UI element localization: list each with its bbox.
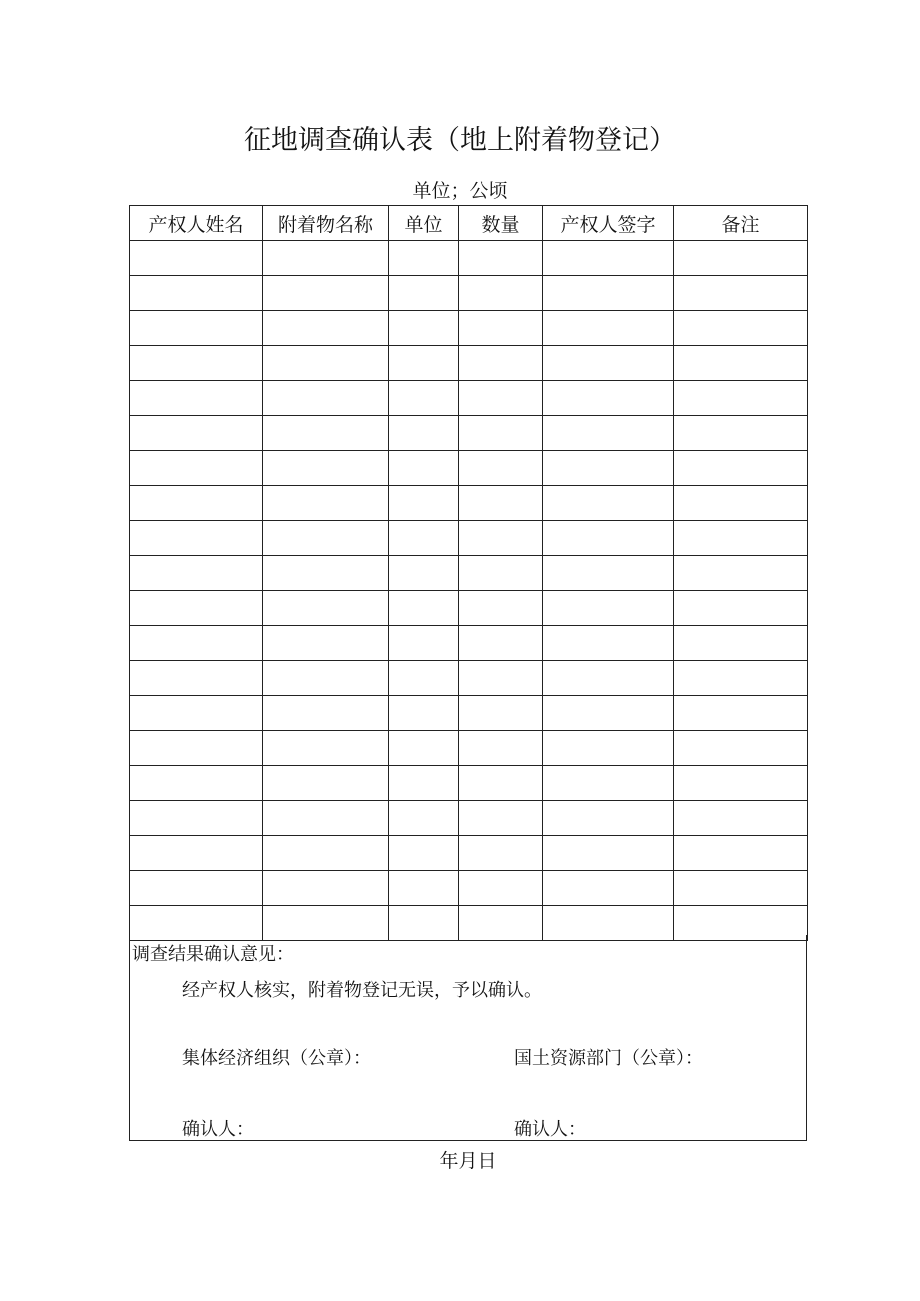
dept-confirmer-label: 确认人： [514, 1119, 586, 1140]
table-cell [130, 416, 263, 451]
table-row [130, 276, 808, 311]
table-row [130, 521, 808, 556]
table-cell [130, 801, 263, 836]
header-quantity: 数量 [459, 206, 543, 241]
table-cell [459, 276, 543, 311]
table-cell [543, 591, 674, 626]
table-cell [389, 346, 459, 381]
table-cell [543, 836, 674, 871]
table-cell [389, 556, 459, 591]
table-cell [543, 276, 674, 311]
table-cell [389, 871, 459, 906]
land-resources-dept-seal-label: 国土资源部门（公章）： [514, 1048, 703, 1069]
table-row [130, 766, 808, 801]
table-cell [389, 696, 459, 731]
table-cell [389, 731, 459, 766]
table-cell [389, 591, 459, 626]
table-cell [263, 276, 389, 311]
table-cell [263, 521, 389, 556]
table-row [130, 626, 808, 661]
table-cell [543, 871, 674, 906]
table-row [130, 661, 808, 696]
table-cell [459, 766, 543, 801]
table-cell [389, 381, 459, 416]
table-cell [543, 486, 674, 521]
table-cell [674, 556, 808, 591]
table-cell [130, 486, 263, 521]
table-cell [263, 346, 389, 381]
table-cell [263, 381, 389, 416]
table-cell [674, 241, 808, 276]
table-cell [389, 836, 459, 871]
table-cell [389, 801, 459, 836]
table-cell [674, 696, 808, 731]
table-row [130, 416, 808, 451]
table-cell [543, 416, 674, 451]
table-cell [459, 661, 543, 696]
table-cell [674, 661, 808, 696]
table-cell [674, 381, 808, 416]
table-cell [130, 871, 263, 906]
table-cell [263, 871, 389, 906]
table-row [130, 871, 808, 906]
table-cell [130, 381, 263, 416]
header-attachment-name: 附着物名称 [263, 206, 389, 241]
table-cell [674, 521, 808, 556]
table-cell [459, 696, 543, 731]
table-body [130, 241, 808, 941]
table-row [130, 241, 808, 276]
table-cell [459, 346, 543, 381]
table-row [130, 346, 808, 381]
table-cell [130, 836, 263, 871]
table-cell [543, 451, 674, 486]
collective-confirmer-label: 确认人： [182, 1119, 254, 1140]
page-title: 征地调查确认表（地上附着物登记） [244, 125, 676, 156]
table-cell [674, 346, 808, 381]
table-cell [389, 661, 459, 696]
table-row [130, 591, 808, 626]
table-cell [459, 731, 543, 766]
table-cell [674, 416, 808, 451]
table-row [130, 731, 808, 766]
table-cell [389, 241, 459, 276]
table-cell [263, 591, 389, 626]
table-cell [459, 801, 543, 836]
table-cell [263, 661, 389, 696]
table-row [130, 486, 808, 521]
table-cell [130, 521, 263, 556]
table-cell [543, 381, 674, 416]
table-cell [130, 451, 263, 486]
table-cell [459, 241, 543, 276]
table-cell [263, 451, 389, 486]
table-cell [459, 836, 543, 871]
table-cell [674, 451, 808, 486]
table-cell [389, 766, 459, 801]
collective-org-seal-label: 集体经济组织（公章）： [182, 1048, 371, 1069]
table-cell [459, 486, 543, 521]
table-cell [543, 626, 674, 661]
table-cell [389, 486, 459, 521]
table-cell [263, 311, 389, 346]
table-cell [263, 801, 389, 836]
table-row [130, 801, 808, 836]
table-cell [459, 451, 543, 486]
table-cell [459, 521, 543, 556]
table-cell [543, 696, 674, 731]
table-cell [263, 836, 389, 871]
table-cell [674, 276, 808, 311]
table-cell [130, 556, 263, 591]
table-cell [459, 311, 543, 346]
table-cell [543, 801, 674, 836]
table-cell [543, 346, 674, 381]
confirmation-statement: 经产权人核实，附着物登记无误，予以确认。 [182, 980, 542, 1001]
table-cell [459, 416, 543, 451]
attachment-registration-table [129, 205, 808, 941]
table-cell [674, 801, 808, 836]
table-cell [263, 556, 389, 591]
table-cell [543, 766, 674, 801]
header-unit: 单位 [389, 206, 459, 241]
table-cell [389, 416, 459, 451]
table-row [130, 451, 808, 486]
unit-note: 单位；公顷 [412, 180, 508, 202]
table-row [130, 696, 808, 731]
table-cell [674, 731, 808, 766]
table-cell [263, 241, 389, 276]
table-cell [674, 871, 808, 906]
table-cell [130, 241, 263, 276]
table-cell [130, 661, 263, 696]
table-cell [543, 731, 674, 766]
table-cell [389, 276, 459, 311]
table-cell [389, 521, 459, 556]
table-row [130, 311, 808, 346]
header-remarks: 备注 [674, 206, 808, 241]
table-row [130, 556, 808, 591]
table-header-row [130, 206, 808, 241]
table-cell [543, 556, 674, 591]
table-cell [130, 626, 263, 661]
table-cell [389, 311, 459, 346]
table-cell [543, 661, 674, 696]
table-cell [263, 731, 389, 766]
table-cell [459, 381, 543, 416]
date-line: 年月日 [439, 1150, 497, 1172]
header-owner-name: 产权人姓名 [130, 206, 263, 241]
table-row [130, 381, 808, 416]
table-cell [130, 591, 263, 626]
table-cell [130, 731, 263, 766]
table-cell [130, 346, 263, 381]
table-cell [459, 626, 543, 661]
table-cell [263, 626, 389, 661]
table-cell [459, 871, 543, 906]
header-owner-signature: 产权人签字 [543, 206, 674, 241]
table-cell [674, 591, 808, 626]
table-cell [674, 766, 808, 801]
table-cell [459, 556, 543, 591]
table-cell [130, 766, 263, 801]
table-cell [389, 451, 459, 486]
table-cell [674, 836, 808, 871]
confirmation-panel [129, 935, 807, 1141]
table-cell [389, 626, 459, 661]
table-cell [674, 626, 808, 661]
table-cell [130, 311, 263, 346]
table-cell [263, 696, 389, 731]
table-cell [674, 486, 808, 521]
table-cell [543, 311, 674, 346]
confirmation-heading: 调查结果确认意见： [132, 944, 294, 965]
table-row [130, 836, 808, 871]
table-cell [459, 591, 543, 626]
table-cell [543, 241, 674, 276]
table-cell [543, 521, 674, 556]
table-cell [130, 276, 263, 311]
table-cell [130, 696, 263, 731]
table-cell [263, 766, 389, 801]
table-cell [674, 311, 808, 346]
table-cell [263, 416, 389, 451]
table-cell [263, 486, 389, 521]
